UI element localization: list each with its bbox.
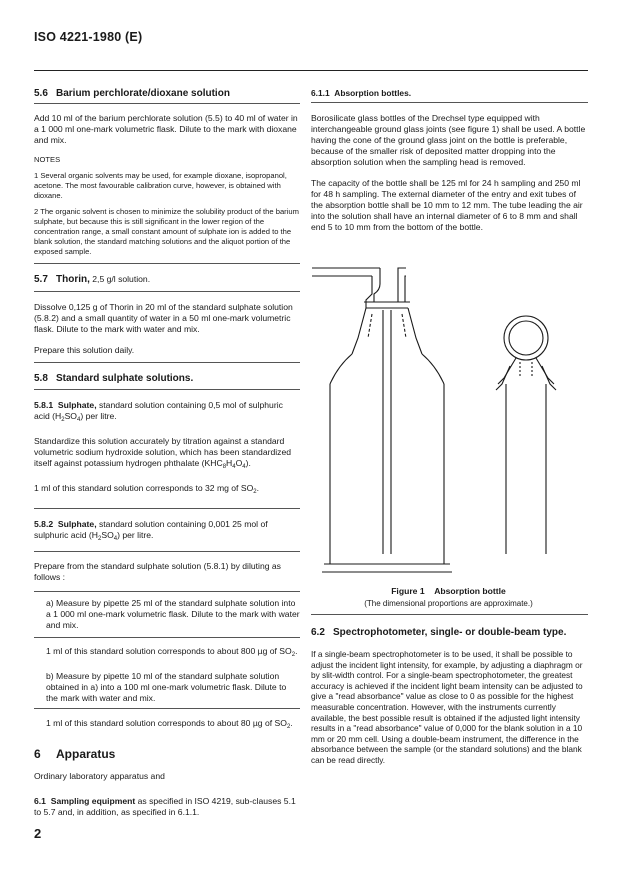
document-header: ISO 4221-1980 (E): [34, 30, 143, 44]
section-5-7-heading: 5.7 Thorin, 2,5 g/l solution.: [34, 274, 151, 285]
section-6-2-heading: 6.2 Spectrophotometer, single- or double-beam type.: [311, 627, 567, 638]
section-5-8-heading: 5.8 Standard sulphate solutions.: [34, 373, 194, 384]
section-6-heading: 6 Apparatus: [34, 747, 116, 761]
section-5-8-2-heading: 5.8.2 Sulphate, standard solution containing 0,001 25 mol of sulphuric acid $(H_2SO_4)$ per litre.: [34, 519, 268, 542]
left-column: [34, 88, 300, 818]
section-5-8-1-paragraph-2: 1 ml of this standard solution corresponds to 32 mg of $SO_2$.: [34, 483, 259, 495]
section-5-8-2-paragraph: Prepare from the standard sulphate solution (5.8.1) by diluting as follows :: [34, 561, 281, 582]
section-5-8-2-top-rule: [34, 508, 300, 509]
figure-1-label: Figure 1: [391, 586, 425, 596]
section-5-6-heading: 5.6 Barium perchlorate/dioxane solution: [34, 88, 230, 99]
section-5-7-paragraph-2: Prepare this solution daily.: [34, 345, 135, 355]
item-a-rule: [34, 637, 300, 638]
figure-1: [310, 254, 587, 614]
section-5-6-rule: [34, 103, 300, 104]
item-b: b) Measure by pipette 10 ml of the standard sulphate solution obtained in a) into a 100 ml one-mark volumetric flask. Dilute to the mark with water and mix.: [46, 671, 287, 703]
note-2: 2 The organic solvent is chosen to minimize the solubility product of the barium sulphate, but because this is still significant in the lower region of the concentration range, a small constant amount of sulphate ion is added to the blank solution, the standard matching solutions and the aliquot portion of the exposed sample.: [34, 207, 299, 256]
page-number: 2: [34, 826, 42, 841]
section-6-2-top-rule: [311, 614, 588, 615]
section-5-7-rule: [34, 291, 300, 292]
absorption-bottle-drawing: [310, 254, 587, 584]
item-b-rule: [34, 708, 300, 709]
section-6-1-1-rule: [311, 102, 588, 103]
section-5-8-1-paragraph-1: Standardize this solution accurately by titration against a standard volumetric sodium hydroxide solution, which has been standardized itself against potassium hydrogen phthalate $(KHC_8H_4O_4)$.: [34, 436, 291, 470]
section-5-7-paragraph-1: Dissolve 0,125 g of Thorin in 20 ml of the standard sulphate solution (5.8.2) and a small quantity of water in a 50 ml one-mark volumetric flask. Dilute to the mark with water and mix.: [34, 302, 293, 334]
section-5-7-top-rule: [34, 263, 300, 264]
item-b-correspondence: 1 ml of this standard solution corresponds to about 80 µg of $SO_2$.: [46, 718, 293, 730]
figure-1-note: (The dimensional proportions are approximate.): [364, 599, 533, 608]
section-6-1-1-paragraph-1: Borosilicate glass bottles of the Drechsel type equipped with interchangeable ground glass joints (see figure 1) shall be used. A bottle having the cone of the ground glass joint on the bottle is preferable, because of the smaller risk of deposited matter dropping into the absorption solution when the sampling head is removed.: [311, 113, 586, 167]
section-5-8-rule: [34, 389, 300, 390]
right-column-top: [311, 88, 588, 233]
note-1: 1 Several organic solvents may be used, for example dioxane, isopropanol, acetone. The most favourable calibration curve, however, is obtained with dioxane.: [34, 171, 287, 200]
section-6-paragraph: Ordinary laboratory apparatus and: [34, 771, 165, 781]
notes-label: NOTES: [34, 155, 61, 164]
figure-1-title: Absorption bottle: [434, 586, 506, 596]
right-column-bottom: [311, 614, 588, 766]
item-a-correspondence: 1 ml of this standard solution corresponds to about 800 µg of $SO_2$.: [46, 646, 298, 658]
header-rule: [34, 70, 588, 71]
figure-1-caption: [310, 586, 587, 608]
section-6-1-paragraph: 6.1 Sampling equipment as specified in ISO 4219, sub-clauses 5.1 to 5.7 and, in addition, as specified in 6.1.1.: [34, 796, 296, 817]
item-a: a) Measure by pipette 25 ml of the standard sulphate solution into a 1 000 ml one-mark volumetric flask. Dilute to the mark with water and mix.: [46, 598, 300, 630]
section-5-6-paragraph: Add 10 ml of the barium perchlorate solution (5.5) to 40 ml of water in a 1 000 ml one-mark volumetric flask. Dilute to the mark with dioxane and mix.: [34, 113, 298, 145]
section-5-8-2-rule: [34, 551, 300, 552]
section-6-2-paragraph: If a single-beam spectrophotometer is to be used, it shall be possible to adjust the incident light intensity, for example, by adjusting a diaphragm or by slit-width control. For a single-beam spectrophotometer, the greatest accuracy is achieved if the incident light beam intensity can be adjusted to give a "read absorbance" value as close to 0 as possible for the highest measurable concentration. However, with the instruments currently available, the best possible result is obtained if the adjusted light intensity results in a "read absorbance" value of 0,000 for the blank solution in a 10 mm or 20 mm cell. Using a double-beam instrument, the difference in the absorbance between the sample (or the standard solutions) and the blank can be read directly.: [311, 649, 583, 765]
section-5-8-1-heading: 5.8.1 Sulphate, standard solution containing 0,5 mol of sulphuric acid $(H_2SO_4)$ per litre.: [34, 400, 283, 423]
section-6-1-1-heading: 6.1.1 Absorption bottles.: [311, 88, 412, 98]
section-6-1-1-paragraph-2: The capacity of the bottle shall be 125 ml for 24 h sampling and 250 ml for 48 h sampling. The external diameter of the entry and exit tubes of the absorption bottle shall be 10 mm to 12 mm. The tube leading the air into the solution shall have an internal diameter of 6 to 8 mm and shall end 5 to 10 mm from the bottom of the bottle.: [311, 178, 583, 232]
item-a-top-rule: [34, 591, 300, 592]
section-5-8-top-rule: [34, 362, 300, 363]
